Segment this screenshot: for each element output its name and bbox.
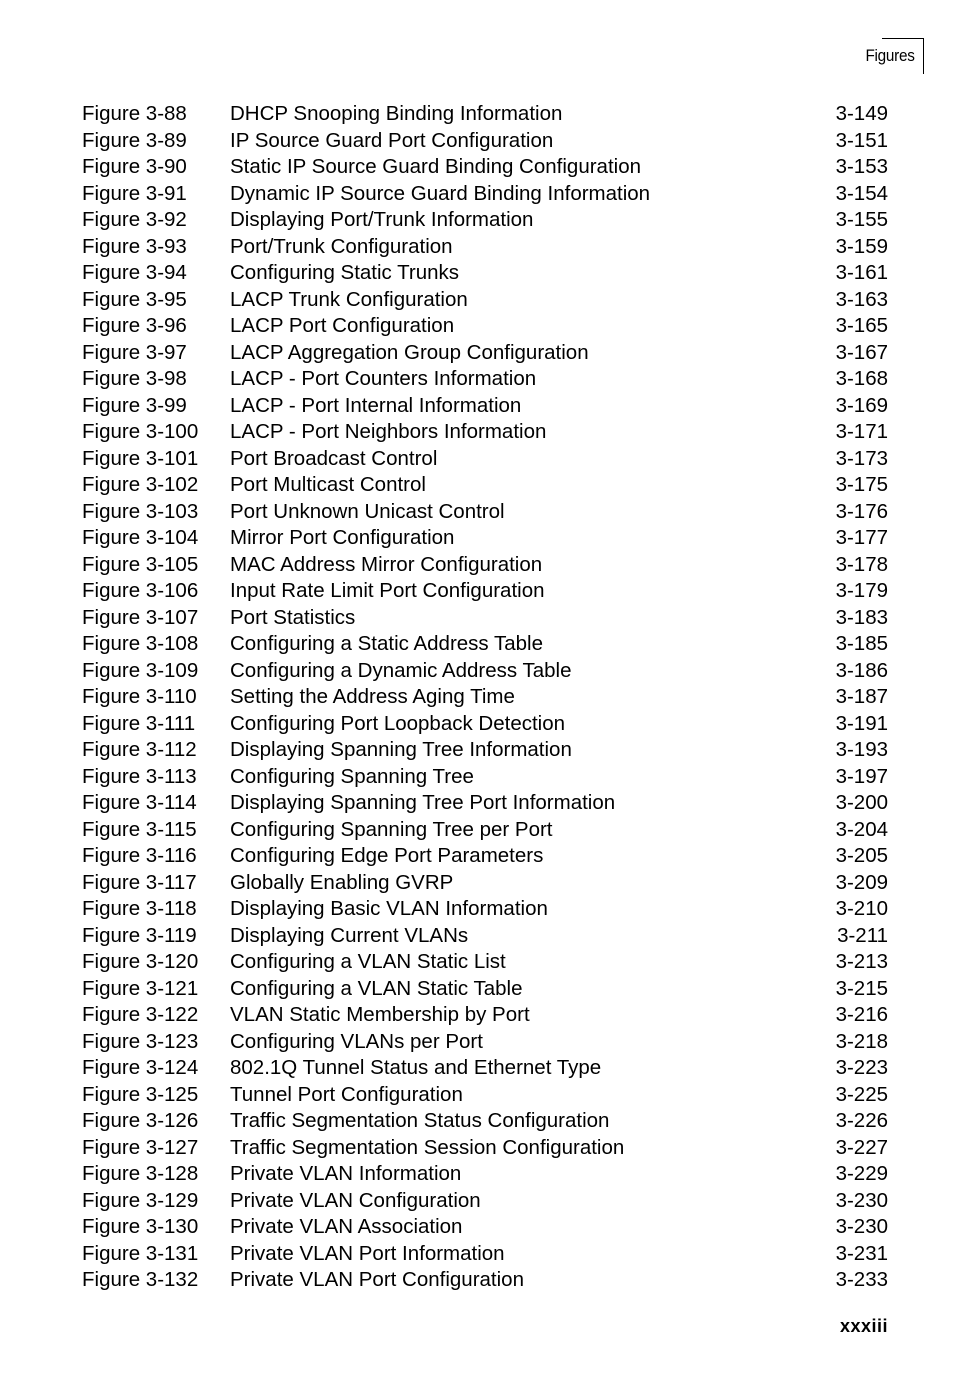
figure-number: Figure 3-113 [82,764,197,788]
figure-title: LACP Port Configuration [230,314,455,337]
figure-title: LACP - Port Counters Information [230,367,537,390]
list-item [82,1241,888,1268]
list-item [82,896,888,923]
figure-page: 3-179 [835,579,888,602]
figure-number: Figure 3-102 [82,473,199,496]
figure-number: Figure 3-96 [82,314,187,337]
figure-page: 3-185 [835,632,888,655]
list-item [82,260,888,287]
list-item [82,843,888,870]
figure-number: Figure 3-127 [82,1135,199,1159]
figure-title: DHCP Snooping Binding Information [230,102,563,125]
figure-number: Figure 3-107 [82,605,199,629]
list-item [82,552,888,579]
list-item [82,1082,888,1109]
figure-title: LACP Trunk Configuration [230,287,468,311]
figure-page: 3-169 [835,393,888,417]
figure-title: 802.1Q Tunnel Status and Ethernet Type [230,1056,602,1079]
figure-number: Figure 3-104 [82,526,199,549]
list-item [82,181,888,208]
figure-number: Figure 3-94 [82,261,187,284]
figure-page: 3-171 [835,420,888,443]
list-item [82,1161,888,1188]
figure-number: Figure 3-109 [82,658,199,682]
figure-title: Configuring a Dynamic Address Table [230,658,572,682]
list-item [82,631,888,658]
figure-title: Configuring a Static Address Table [230,632,544,655]
figure-page: 3-165 [835,314,888,337]
list-item [82,764,888,791]
figure-page: 3-163 [835,287,888,311]
figure-number: Figure 3-101 [82,446,199,470]
figure-page: 3-191 [835,711,888,735]
figure-page: 3-197 [835,764,888,788]
figure-title: MAC Address Mirror Configuration [230,552,543,576]
figure-page: 3-200 [835,791,888,814]
figure-number: Figure 3-123 [82,1029,199,1053]
figure-page: 3-215 [835,976,888,1000]
list-item [82,1002,888,1029]
list-item [82,128,888,155]
figure-page: 3-233 [835,1268,888,1291]
figure-title: Configuring Spanning Tree [230,764,474,788]
list-item [82,949,888,976]
list-item [82,287,888,314]
figure-page: 3-223 [835,1056,888,1079]
figure-number: Figure 3-117 [82,870,197,894]
figure-title: Configuring Edge Port Parameters [230,844,544,867]
list-item [82,525,888,552]
figure-title: Private VLAN Port Configuration [230,1268,524,1291]
figure-number: Figure 3-112 [82,738,197,761]
figure-page: 3-227 [835,1135,888,1159]
list-item [82,605,888,632]
figure-number: Figure 3-131 [82,1241,199,1265]
figure-number: Figure 3-130 [82,1215,199,1238]
figure-page: 3-211 [837,923,888,947]
list-item [82,658,888,685]
figure-number: Figure 3-125 [82,1082,199,1106]
list-item [82,154,888,181]
figure-page: 3-230 [835,1188,888,1212]
figure-title: Configuring a VLAN Static List [230,950,506,973]
list-item [82,207,888,234]
figure-title: Static IP Source Guard Binding Configuration [230,155,642,178]
figure-number: Figure 3-95 [82,287,187,311]
list-item [82,923,888,950]
figure-title: Port Broadcast Control [230,446,438,470]
figure-page: 3-173 [835,446,888,470]
list-item [82,1029,888,1056]
figure-number: Figure 3-90 [82,155,187,178]
figure-title: Configuring VLANs per Port [230,1029,483,1053]
figure-number: Figure 3-106 [82,579,199,602]
figure-number: Figure 3-128 [82,1162,199,1185]
figure-number: Figure 3-124 [82,1056,199,1079]
running-header [860,38,924,74]
figure-number: Figure 3-119 [82,923,197,947]
figure-number: Figure 3-120 [82,950,199,973]
figure-number: Figure 3-129 [82,1188,199,1212]
figure-number: Figure 3-114 [82,791,197,814]
list-item [82,1214,888,1241]
figure-title: IP Source Guard Port Configuration [230,128,554,152]
figure-title: Traffic Segmentation Session Configuration [230,1135,625,1159]
figure-title: Mirror Port Configuration [230,526,455,549]
figure-number: Figure 3-116 [82,844,197,867]
figure-number: Figure 3-89 [82,128,187,152]
figure-title: Displaying Port/Trunk Information [230,208,534,231]
figure-page: 3-155 [835,208,888,231]
figure-number: Figure 3-108 [82,632,199,655]
list-item [82,1267,888,1294]
figure-number: Figure 3-132 [82,1268,199,1291]
figure-number: Figure 3-105 [82,552,199,576]
figure-number: Figure 3-97 [82,340,187,364]
list-item [82,393,888,420]
list-item [82,499,888,526]
figure-number: Figure 3-88 [82,102,187,125]
figure-title: Port Unknown Unicast Control [230,499,505,523]
figure-page: 3-168 [835,367,888,390]
figure-number: Figure 3-103 [82,499,199,523]
figure-page: 3-175 [835,473,888,496]
list-item [82,870,888,897]
list-item [82,817,888,844]
figure-page: 3-183 [835,605,888,629]
list-item [82,976,888,1003]
figure-number: Figure 3-98 [82,367,187,390]
figure-title: Private VLAN Port Information [230,1241,505,1265]
figure-page: 3-159 [835,234,888,258]
list-item [82,1108,888,1135]
figure-page: 3-149 [835,102,888,125]
figure-title: LACP - Port Internal Information [230,393,522,417]
list-item [82,1055,888,1082]
figure-page: 3-161 [835,261,888,284]
figure-title: Port/Trunk Configuration [230,234,453,258]
figure-title: Configuring Port Loopback Detection [230,711,566,735]
figure-title: Port Multicast Control [230,473,426,496]
figure-number: Figure 3-118 [82,897,197,920]
figure-page: 3-210 [835,897,888,920]
figure-page: 3-216 [835,1003,888,1026]
figure-number: Figure 3-111 [82,711,196,735]
figure-title: Displaying Basic VLAN Information [230,897,548,920]
figure-page: 3-204 [835,817,888,841]
figure-page: 3-187 [835,685,888,708]
figure-title: Dynamic IP Source Guard Binding Information [230,181,651,205]
figure-page: 3-225 [835,1082,888,1106]
figure-number: Figure 3-121 [82,976,199,1000]
figure-page: 3-151 [835,128,888,152]
figure-number: Figure 3-100 [82,420,199,443]
list-item [82,578,888,605]
figure-page: 3-153 [835,155,888,178]
page-number: xxxiii [839,1316,888,1336]
list-item [82,234,888,261]
list-item [82,419,888,446]
figure-title: Private VLAN Configuration [230,1188,481,1212]
figure-page: 3-177 [835,526,888,549]
figure-title: Input Rate Limit Port Configuration [230,579,545,602]
list-item [82,1135,888,1162]
figure-number: Figure 3-110 [82,685,197,708]
list-of-figures [82,101,888,1294]
figure-number: Figure 3-122 [82,1003,199,1026]
list-item [82,790,888,817]
figure-number: Figure 3-91 [82,181,187,205]
figure-page: 3-218 [835,1029,888,1053]
figure-page: 3-193 [835,738,888,761]
list-item [82,711,888,738]
figure-page: 3-154 [835,181,888,205]
figure-number: Figure 3-115 [82,817,197,841]
figure-title: Displaying Spanning Tree Port Information [230,791,616,814]
figure-title: Private VLAN Association [230,1215,463,1238]
list-item [82,101,888,128]
figure-title: Displaying Spanning Tree Information [230,738,572,761]
list-item [82,684,888,711]
figure-title: LACP - Port Neighbors Information [230,420,547,443]
figure-page: 3-230 [835,1215,888,1238]
figure-page: 3-229 [835,1162,888,1185]
figure-page: 3-209 [835,870,888,894]
figure-number: Figure 3-92 [82,208,187,231]
figure-number: Figure 3-93 [82,234,187,258]
figure-title: Port Statistics [230,605,356,629]
figure-page: 3-231 [835,1241,888,1265]
figure-page: 3-226 [835,1109,888,1132]
list-item [82,446,888,473]
figure-title: LACP Aggregation Group Configuration [230,340,589,364]
figure-page: 3-178 [835,552,888,576]
figure-page: 3-205 [835,844,888,867]
figure-page: 3-176 [835,499,888,523]
figure-title: Configuring a VLAN Static Table [230,976,523,1000]
list-item [82,366,888,393]
figure-number: Figure 3-99 [82,393,187,417]
figure-page: 3-213 [835,950,888,973]
list-item [82,737,888,764]
figure-title: Tunnel Port Configuration [230,1082,463,1106]
figure-number: Figure 3-126 [82,1109,199,1132]
figure-page: 3-186 [835,658,888,682]
section-title: Figures [865,46,915,65]
figure-page: 3-167 [835,340,888,364]
figure-title: Traffic Segmentation Status Configuration [230,1109,610,1132]
list-item [82,313,888,340]
figure-title: Private VLAN Information [230,1162,462,1185]
figure-title: Configuring Static Trunks [230,261,460,284]
figure-title: Setting the Address Aging Time [230,685,515,708]
figure-title: Configuring Spanning Tree per Port [230,817,553,841]
list-item [82,472,888,499]
figure-title: Displaying Current VLANs [230,923,469,947]
list-item [82,340,888,367]
figure-title: VLAN Static Membership by Port [230,1003,530,1026]
figure-title: Globally Enabling GVRP [230,870,454,894]
list-item [82,1188,888,1215]
